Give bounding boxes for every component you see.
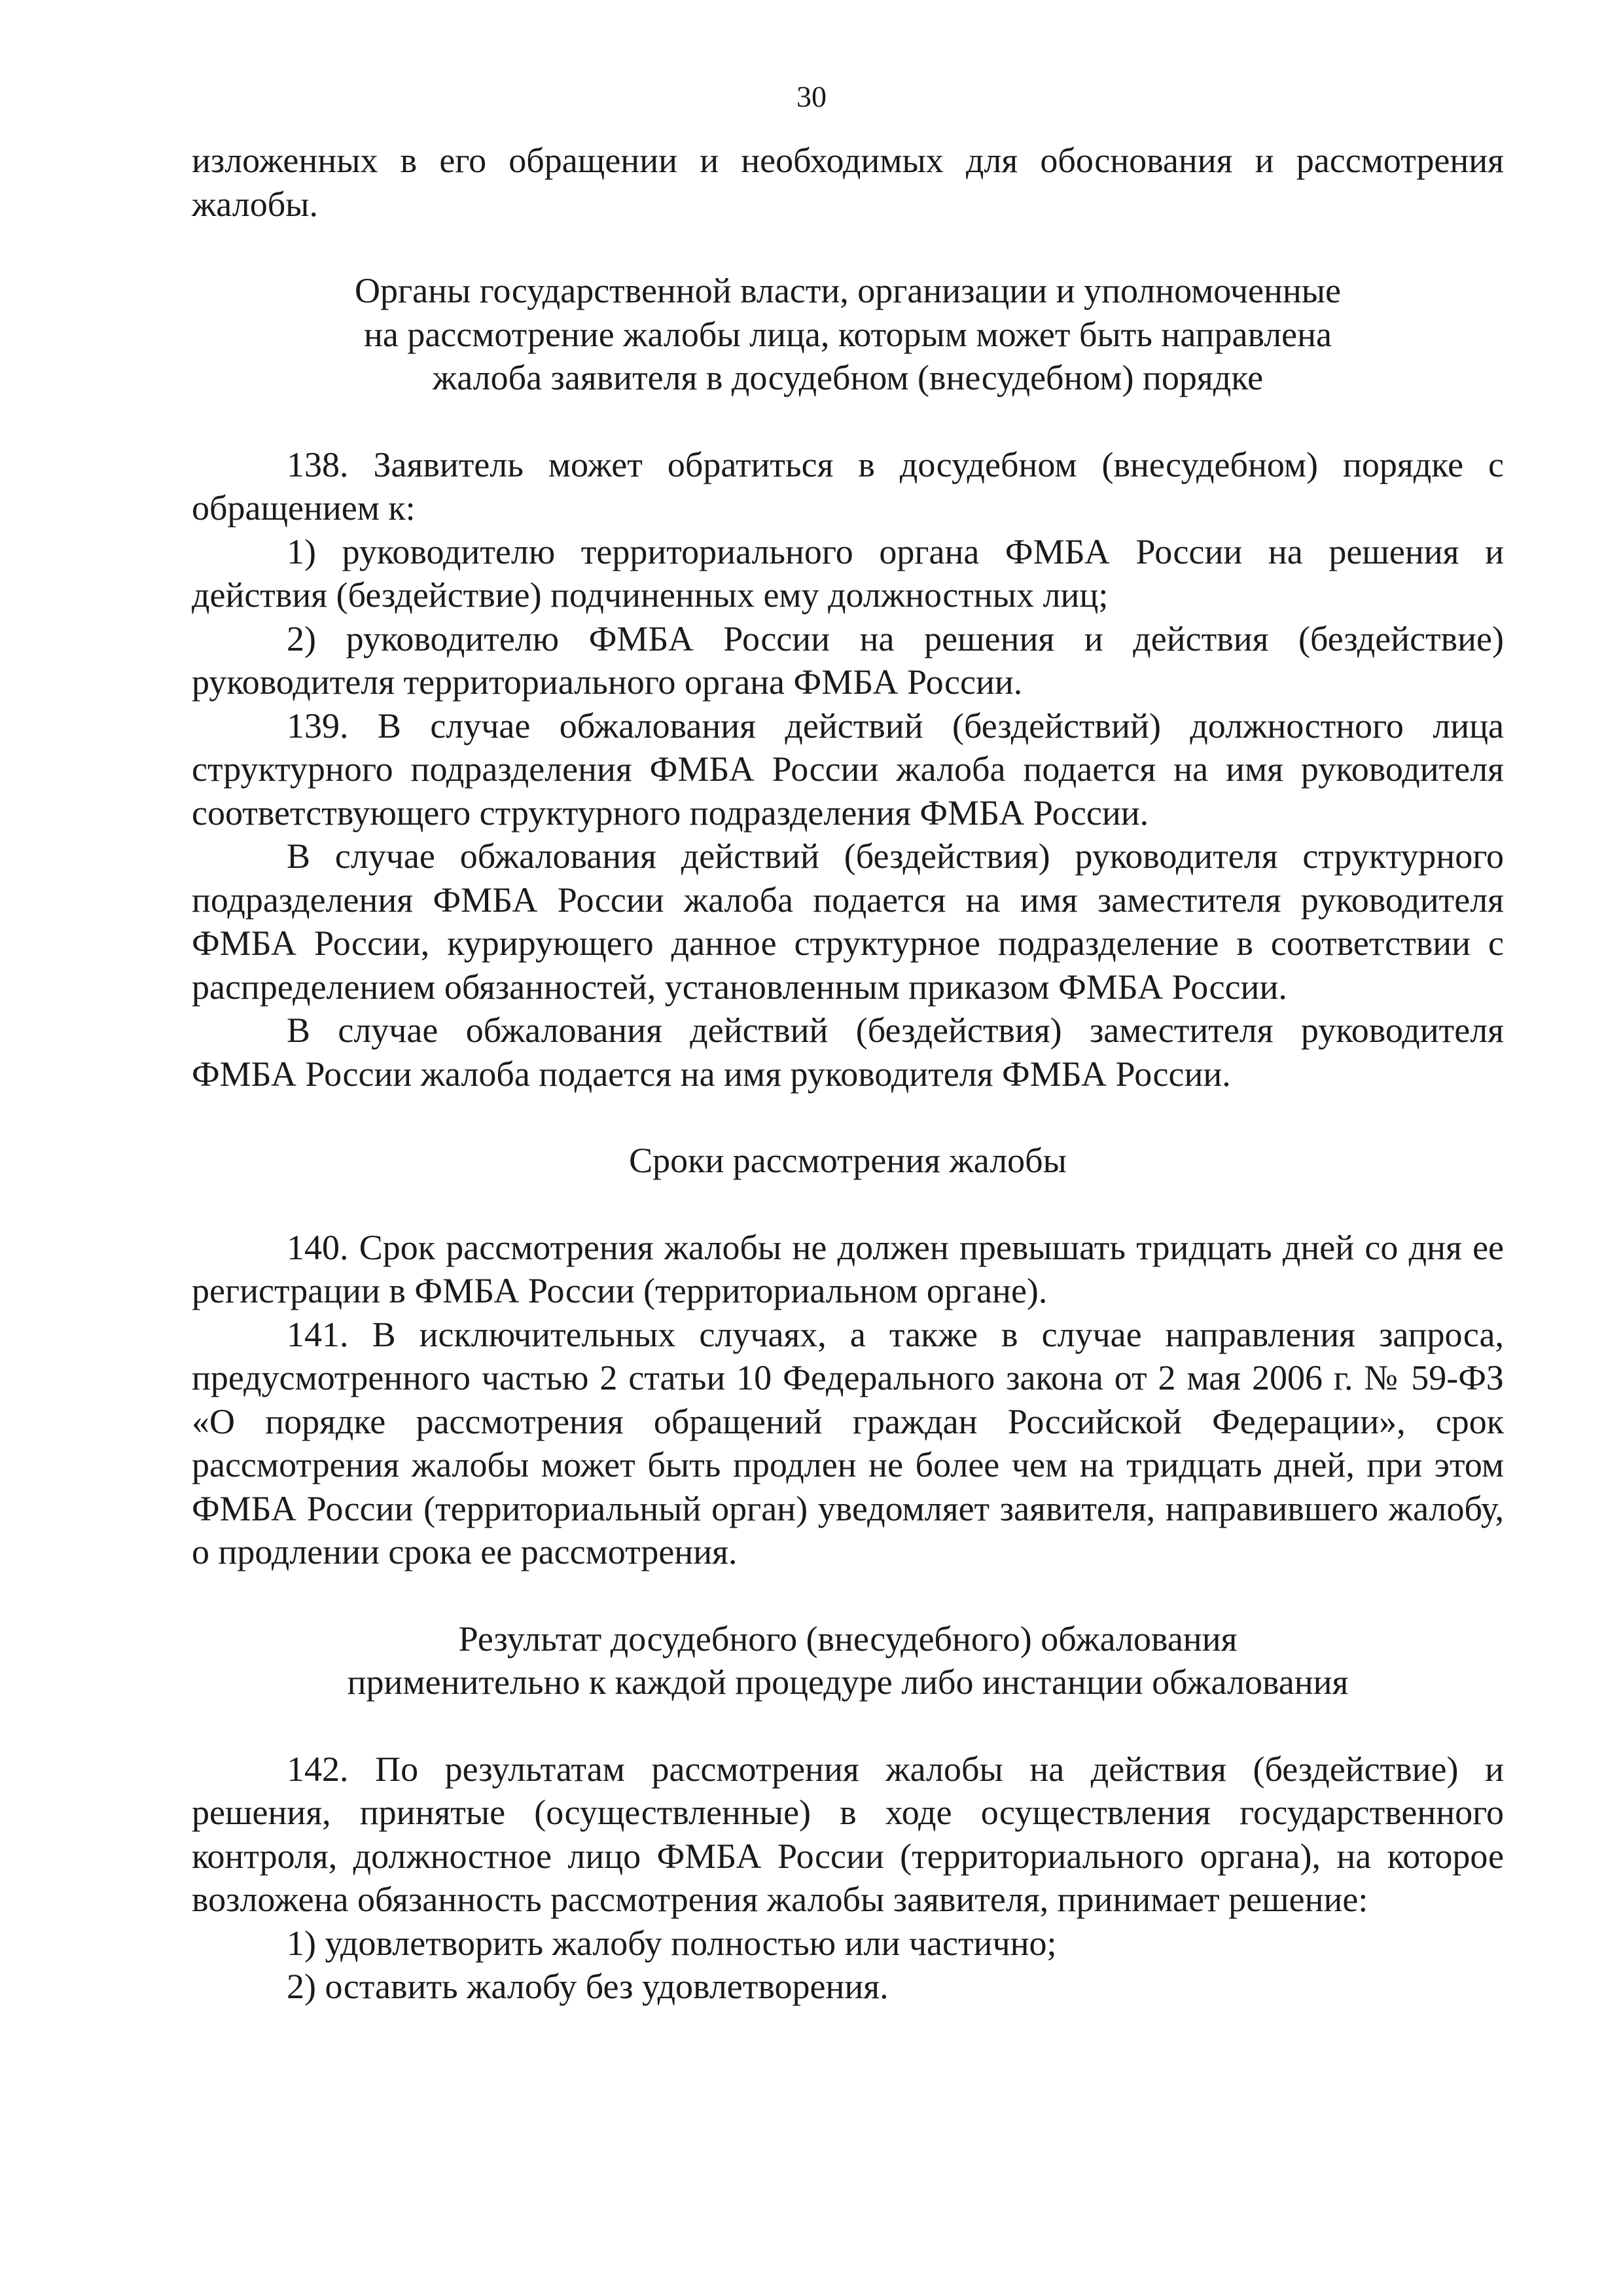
spacer [192, 226, 1504, 269]
heading-line: Органы государственной власти, организации и уполномоченные [354, 271, 1342, 310]
paragraph-141: 141. В исключительных случаях, а также в случае направления запроса, предусмотренного частью 2 статьи 10 Федерального закона от 2 мая 2006 г. № 59-ФЗ «О порядке рассмотрения обращений граждан Российской Федерации», срок рассмотрения жалобы может быть продлен не более чем на тридцать дней, при этом ФМБА России (территориальный орган) уведомляет заявителя, направившего жалобу, о продлении срока ее рассмотрения. [192, 1314, 1504, 1571]
heading-line: на рассмотрение жалобы лица, которым может быть направлена [363, 314, 1332, 354]
paragraph-138-item-2: 2) руководителю ФМБА России на решения и действия (бездействие) руководителя территориального органа ФМБА России. [192, 619, 1504, 702]
paragraph-138-item-1: 1) руководителю территориального органа ФМБА России на решения и действия (бездействие) подчиненных ему должностных лиц; [192, 531, 1504, 615]
paragraph-139-c: В случае обжалования действий (бездействия) заместителя руководителя ФМБА России жалоба подается на имя руководителя ФМБА России. [192, 1011, 1504, 1094]
paragraph-142-item-1: 1) удовлетворить жалобу полностью или частично; [287, 1923, 1057, 1963]
section-heading-result [192, 1617, 1504, 1704]
paragraph-142: 142. По результатам рассмотрения жалобы на действия (бездействие) и решения, принятые (осуществленные) в ходе осуществления государственного контроля, должностное лицо ФМБА России (территориального органа), на которое возложена обязанность рассмотрения жалобы заявителя, принимает решение: [192, 1749, 1504, 1919]
spacer [192, 1096, 1504, 1139]
heading-line: применительно к каждой процедуре либо инстанции обжалования [347, 1662, 1349, 1702]
section-heading-terms: Сроки рассмотрения жалобы [629, 1141, 1067, 1180]
paragraph-intro: изложенных в его обращении и необходимых для обоснования и рассмотрения жалобы. [192, 141, 1504, 224]
heading-line: жалоба заявителя в досудебном (внесудебном) порядке [432, 358, 1264, 397]
paragraph-139-b: В случае обжалования действий (бездействия) руководителя структурного подразделения ФМБА России жалоба подается на имя заместителя руководителя ФМБА России, курирующего данное структурное подразделение в соответствии с распределением обязанностей, установленным приказом ФМБА России. [192, 836, 1504, 1007]
heading-line: Результат досудебного (внесудебного) обжалования [458, 1619, 1238, 1659]
spacer [192, 1574, 1504, 1617]
spacer [192, 1183, 1504, 1226]
paragraph-140: 140. Срок рассмотрения жалобы не должен превышать тридцать дней со дня ее регистрации в ФМБА России (территориальном органе). [192, 1227, 1504, 1310]
spacer [192, 400, 1504, 443]
section-heading-authorities [192, 269, 1504, 400]
paragraph-138: 138. Заявитель может обратиться в досудебном (внесудебном) порядке с обращением к: [192, 444, 1504, 528]
spacer [192, 1704, 1504, 1748]
document-body [192, 139, 1504, 2009]
paragraph-142-item-2: 2) оставить жалобу без удовлетворения. [287, 1967, 889, 2006]
paragraph-139: 139. В случае обжалования действий (бездействий) должностного лица структурного подразделения ФМБА России жалоба подается на имя руководителя соответствующего структурного подразделения ФМБА России. [192, 706, 1504, 833]
page-number: 30 [796, 80, 827, 113]
